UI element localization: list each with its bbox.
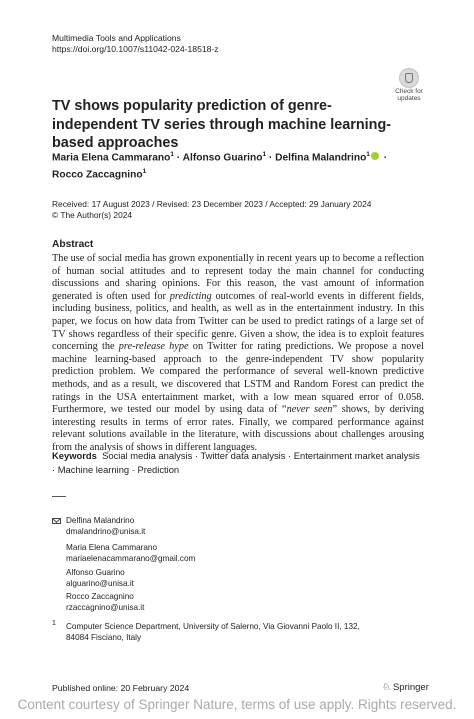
- published-online: Published online: 20 February 2024: [52, 683, 190, 693]
- contact-name: Rocco Zaccagnino: [66, 592, 134, 601]
- springer-horse-icon: ♘: [382, 682, 391, 693]
- abstract-part: ” shows, by deriving interesting results in terms of error rates. Finally, we compared performance against relevant solutions available in the literature, with discussions about challenges arousing from the analysis of shows in different languages.: [52, 404, 425, 453]
- contact-email[interactable]: alguarino@unisa.it: [66, 579, 134, 588]
- courtesy-watermark: Content courtesy of Springer Nature, terms of use apply. Rights reserved.: [17, 697, 457, 712]
- keywords: [52, 450, 424, 477]
- author-name[interactable]: Rocco Zaccagnino: [52, 169, 143, 181]
- copyright-line: © The Author(s) 2024: [52, 210, 133, 220]
- badge-label: [392, 88, 426, 102]
- contact-name: Delfina Malandrino: [66, 516, 135, 525]
- contact-email[interactable]: mariaelenacammarano@gmail.com: [66, 554, 196, 563]
- abstract-part: The use of social media has grown exponentially in recent years up to become a reflection of human social attitudes and to represent today the main channel for conducting discussions and sharing opinions. For this reason, the vast amount of information generated is often used for: [52, 253, 424, 302]
- paper-title: TV shows popularity prediction of genre-independent TV series through machine learning-based approaches: [52, 98, 392, 151]
- contact-email[interactable]: rzaccagnino@unisa.it: [66, 603, 145, 612]
- received-revised-accepted: Received: 17 August 2023 / Revised: 23 December 2023 / Accepted: 29 January 2024: [52, 199, 372, 209]
- history-dates: [52, 199, 371, 221]
- abstract-emphasis: never seen: [286, 404, 333, 416]
- contact-name: Alfonso Guarino: [66, 568, 125, 577]
- journal-header: [52, 33, 219, 55]
- keywords-list: Social media analysis · Twitter data analysis · Entertainment market analysis · Machine learning · Prediction: [52, 450, 420, 475]
- contact-block: [66, 515, 145, 537]
- affiliation-line: Computer Science Department, University of Salerno, Via Giovanni Paolo II, 132,: [66, 622, 360, 631]
- affiliation-mark: 1: [52, 620, 56, 627]
- abstract-part: on Twitter for rating predictions. We propose a novel machine learning-based approach to the genre-independent TV show popularity prediction problem. We compared the performance of several well-known predictive methods, and as a result, we discovered that LSTM and Random Forest can predict the ratings in the USA entertainment market, with a low mean squared error of 0.058. Furthermore, we tested our model by using data of “: [52, 341, 424, 416]
- check-for-updates-badge[interactable]: [392, 68, 426, 102]
- author-name[interactable]: Delfina Malandrino: [275, 152, 367, 164]
- abstract-emphasis: predicting: [169, 290, 212, 302]
- envelope-icon: [52, 518, 61, 524]
- author-name[interactable]: Maria Elena Cammarano: [52, 152, 171, 164]
- publisher-name: Springer: [392, 682, 429, 693]
- contact-block: [66, 567, 134, 589]
- author-affiliation-mark: 1: [366, 151, 370, 158]
- publisher-logo: [382, 682, 429, 693]
- footnote-divider: [52, 496, 66, 497]
- contact-email[interactable]: dmalandrino@unisa.it: [66, 527, 146, 536]
- author-affiliation-mark: 1: [142, 168, 147, 176]
- affiliation-line: 84084 Fisciano, Italy: [66, 633, 142, 642]
- author-affiliation-mark: 1: [170, 151, 174, 158]
- journal-name: Multimedia Tools and Applications: [52, 33, 181, 43]
- abstract-part: outcomes of real-world events in different fields, including business, politics, and health, as well as in the entertainment industry. In this paper, we focus on how data from Twitter can be used to predict ratings of a large set of TV shows regardless of their specific genre. Given a show, the idea is to exploit features concerning the: [52, 290, 425, 353]
- abstract-heading: Abstract: [52, 239, 94, 250]
- author-affiliation-mark: 1: [262, 151, 267, 158]
- author-list: Maria Elena Cammarano$^1$ · Alfonso Guarino$^1$ · Delfina Malandrino$^1$ · Rocco Zaccagnino$^1$: [52, 151, 388, 181]
- contact-name: Maria Elena Cammarano: [66, 543, 158, 552]
- abstract-emphasis: pre-release hype: [118, 341, 189, 353]
- author-name[interactable]: Alfonso Guarino: [182, 152, 263, 164]
- badge-label-line1: Check for: [395, 88, 423, 95]
- bookmark-icon: [399, 68, 419, 88]
- affiliation-text: [66, 621, 366, 643]
- contact-block: [66, 542, 195, 564]
- abstract-text: [52, 253, 424, 455]
- doi-link[interactable]: https://doi.org/10.1007/s11042-024-18518-z: [52, 44, 219, 54]
- orcid-icon[interactable]: [371, 152, 379, 160]
- badge-label-line2: updates: [397, 95, 421, 102]
- contact-block: [66, 591, 144, 613]
- keywords-label: Keywords: [52, 450, 97, 461]
